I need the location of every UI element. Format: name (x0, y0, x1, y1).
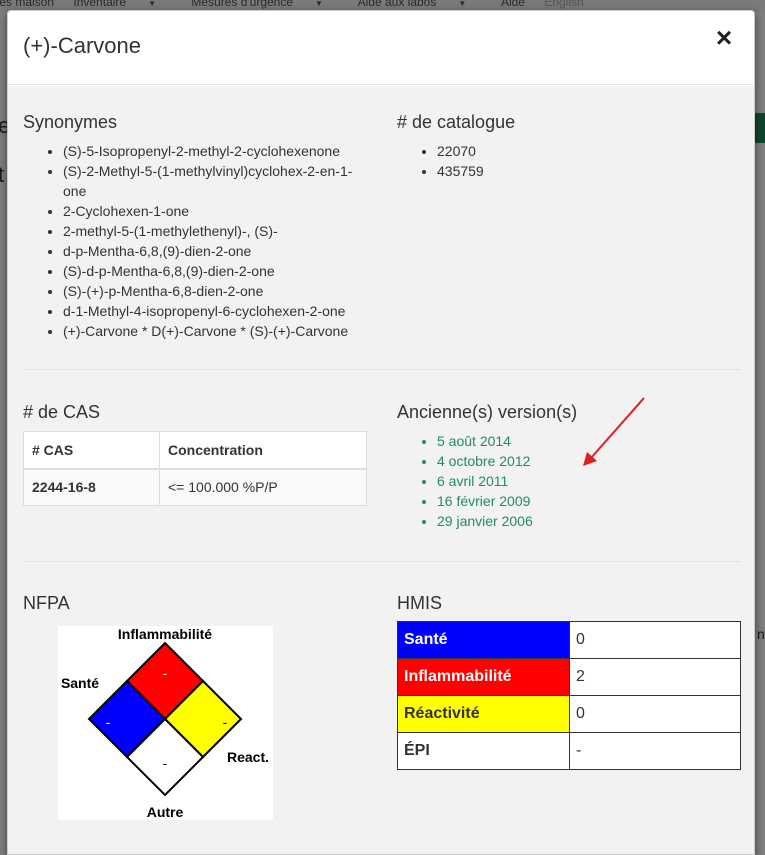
close-button[interactable]: × (715, 22, 733, 53)
nfpa-special-value: - (162, 755, 168, 771)
list-item: • 435759 (437, 161, 697, 181)
version-link[interactable]: • 5 août 2014 (437, 431, 697, 451)
concentration-cell: <= 100.000 %P/P (160, 469, 367, 506)
nfpa-reactivity-value: - (222, 714, 228, 730)
hmis-reactivity-value: 0 (570, 696, 741, 733)
list-item: • (+)-Carvone * D(+)-Carvone * (S)-(+)-Carvone (63, 321, 373, 341)
nfpa-health-value: - (105, 714, 111, 730)
catalog-list (397, 141, 697, 181)
cas-column-header: # CAS (24, 432, 160, 469)
table-row (398, 733, 741, 770)
modal-body (8, 86, 755, 855)
nfpa-label-flammability: Inflammabilité (117, 626, 213, 642)
cas-table (23, 431, 367, 506)
modal-header (8, 11, 755, 85)
cas-heading: # de CAS (23, 402, 101, 422)
version-link[interactable]: • 29 janvier 2006 (437, 511, 697, 531)
table-row (398, 696, 741, 733)
hmis-flammability-value: 2 (570, 659, 741, 696)
hmis-health-value: 0 (570, 622, 741, 659)
version-link[interactable]: • 16 février 2009 (437, 491, 697, 511)
versions-heading: Ancienne(s) version(s) (397, 402, 578, 422)
list-item: • (S)-5-Isopropenyl-2-methyl-2-cyclohexenone (63, 141, 373, 161)
list-item: • 2-methyl-5-(1-methylethenyl)-, (S)- (63, 221, 373, 241)
hmis-flammability-label: Inflammabilité (398, 659, 570, 696)
section-divider (23, 369, 741, 370)
list-item: • (S)-(+)-p-Mentha-6,8-dien-2-one (63, 281, 373, 301)
version-link[interactable]: • 6 avril 2011 (437, 471, 697, 491)
list-item: • 22070 (437, 141, 697, 161)
synonyms-heading: Synonymes (23, 112, 118, 132)
synonyms-list (23, 141, 373, 341)
list-item: • d-p-Mentha-6,8,(9)-dien-2-one (63, 241, 373, 261)
hmis-table (397, 621, 741, 770)
list-item: • (S)-d-p-Mentha-6,8,(9)-dien-2-one (63, 261, 373, 281)
list-item: • d-1-Methyl-4-isopropenyl-6-cyclohexen-2-one (63, 301, 373, 321)
concentration-column-header: Concentration (160, 432, 367, 469)
red-arrow-icon (575, 396, 655, 466)
hmis-ppe-label: ÉPI (398, 733, 570, 770)
hmis-health-label: Santé (398, 622, 570, 659)
list-item: • 2-Cyclohexen-1-one (63, 201, 373, 221)
nfpa-flammability-value: - (162, 665, 168, 681)
nfpa-label-reactivity: React. (226, 749, 270, 765)
product-modal (7, 10, 755, 855)
nfpa-heading: NFPA (23, 593, 70, 613)
table-row (398, 622, 741, 659)
hmis-reactivity-label: Réactivité (398, 696, 570, 733)
cas-number-cell: 2244-16-8 (24, 469, 160, 506)
hmis-ppe-value: - (570, 733, 741, 770)
section-divider (23, 561, 741, 562)
hmis-heading: HMIS (397, 593, 442, 613)
table-row (24, 469, 367, 506)
nfpa-diamond (58, 626, 273, 820)
table-row (398, 659, 741, 696)
list-item: • (S)-2-Methyl-5-(1-methylvinyl)cyclohex-2-en-1-one (63, 161, 373, 201)
nfpa-label-health: Santé (60, 675, 100, 691)
version-link[interactable]: • 4 octobre 2012 (437, 451, 697, 471)
modal-title: (+)-Carvone (23, 33, 141, 58)
nfpa-label-other: Autre (146, 804, 184, 820)
catalog-heading: # de catalogue (397, 112, 516, 132)
